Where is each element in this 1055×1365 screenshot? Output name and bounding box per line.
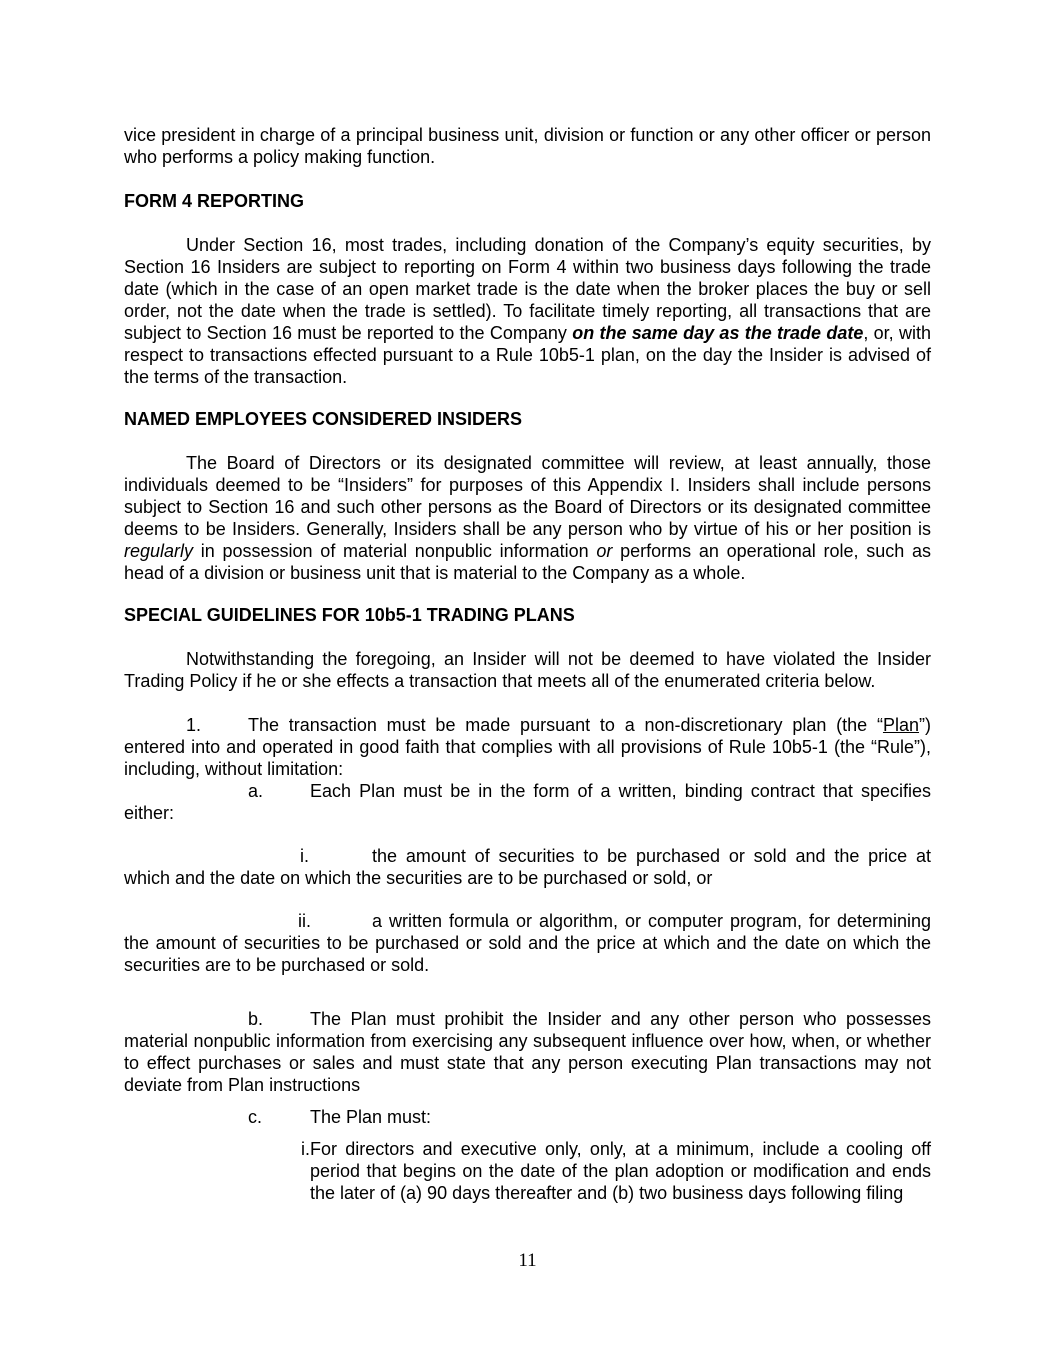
form4-emphasis: on the same day as the trade date xyxy=(572,323,864,343)
form4-heading: FORM 4 REPORTING xyxy=(124,191,305,211)
list-marker-a: a. xyxy=(248,781,264,801)
list-item-a xyxy=(124,780,931,824)
list-item-c-i-text: For directors and executive only, only, at a minimum, include a cooling off period that begins on the date of the plan adoption or modification and ends the later of (a) 90 days thereafter and (b) two business days following filing xyxy=(310,1139,931,1203)
list-item-a-ii-text: a written formula or algorithm, or computer program, for determining the amount of securities to be purchased or sold and the price at which and the date on which the securities are to be purchased or sold. xyxy=(124,911,931,975)
list-marker-c: c. xyxy=(248,1107,263,1127)
named-emphasis-or: or xyxy=(596,541,613,561)
list-item-1-text-b: ”) entered into and operated in good faith that complies with all provisions of Rule 10b5-1 (the “Rule”), including, without limitation: xyxy=(124,715,931,779)
page-number: 11 xyxy=(518,1250,537,1271)
form4-text-2: , or, with respect to transactions effected pursuant to a Rule 10b5-1 plan, on the day the Insider is advised of the terms of the transaction. xyxy=(124,323,931,387)
form4-paragraph xyxy=(124,234,931,388)
list-item-a-i xyxy=(124,845,931,889)
list-marker-1: 1. xyxy=(186,715,202,735)
list-marker-a-ii: ii. xyxy=(298,911,311,931)
intro-paragraph: vice president in charge of a principal business unit, division or function or any other officer or person who performs a policy making function. xyxy=(124,125,931,167)
list-item-c xyxy=(124,1106,931,1128)
special-guidelines-heading: SPECIAL GUIDELINES FOR 10b5-1 TRADING PLANS xyxy=(124,605,575,625)
named-text-1: The Board of Directors or its designated committee will review, at least annually, those individuals deemed to be “Insiders” for purposes of this Appendix I. Insiders shall include persons subject to Section 16 and such other persons as the Board of Directors or its designated committee deems to be Insiders. Generally, Insiders shall be any person who by virtue of his or her position is xyxy=(124,453,931,539)
named-emphasis-regularly: regularly xyxy=(124,541,194,561)
named-text-3: performs an operational role, such as head of a division or business unit that is material to the Company as a whole. xyxy=(124,541,931,583)
named-employees-paragraph xyxy=(124,452,931,584)
list-marker-a-i: i. xyxy=(300,846,309,866)
list-item-1-text-a: The transaction must be made pursuant to a non-discretionary plan (the “ xyxy=(248,715,883,735)
form4-text-1: Under Section 16, most trades, including donation of the Company’s equity securities, by Section 16 Insiders are subject to reporting on Form 4 within two business days following the trade date (which in the case of an open market trade is the date when the broker places the buy or sell order, not the date when the trade is settled). To facilitate timely reporting, all transactions that are subject to Section 16 must be reported to the Company xyxy=(124,235,931,343)
list-item-c-text: The Plan must: xyxy=(310,1107,432,1127)
list-marker-c-i: i. xyxy=(301,1139,310,1159)
list-item-a-i-text: the amount of securities to be purchased or sold and the price at which and the date on which the securities are to be purchased or sold, or xyxy=(124,846,931,888)
list-item-c-i xyxy=(124,1138,931,1204)
named-text-2: in possession of material nonpublic information xyxy=(193,541,597,561)
special-guidelines-paragraph: Notwithstanding the foregoing, an Insider will not be deemed to have violated the Insider Trading Policy if he or she effects a transaction that meets all of the enumerated criteria below. xyxy=(124,649,931,691)
list-item-b xyxy=(124,1008,931,1096)
list-marker-b: b. xyxy=(248,1009,264,1029)
plan-defined-term: Plan xyxy=(882,715,919,735)
named-employees-heading: NAMED EMPLOYEES CONSIDERED INSIDERS xyxy=(124,409,523,429)
list-item-a-text: Each Plan must be in the form of a written, binding contract that specifies either: xyxy=(124,781,931,823)
list-item-1 xyxy=(124,714,931,780)
list-item-b-text: The Plan must prohibit the Insider and any other person who possesses material nonpublic information from exercising any subsequent influence over how, when, or whether to effect purchases or sales and must state that any person executing Plan transactions may not deviate from Plan instructions xyxy=(124,1009,931,1095)
list-item-a-ii xyxy=(124,910,931,976)
